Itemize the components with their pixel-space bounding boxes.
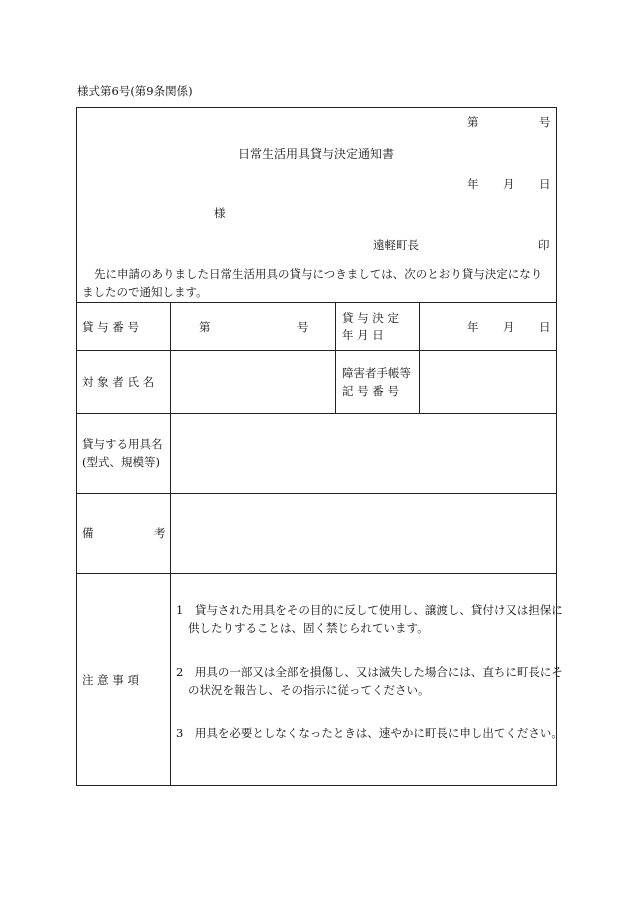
mid-column-rule-left [335, 302, 336, 413]
remarks-label-left: 備 [82, 526, 94, 540]
row-rule-3 [76, 493, 557, 494]
row-rule-1 [76, 350, 557, 351]
notes-label: 注 意 事 項 [82, 673, 139, 687]
mid-column-rule-right [419, 302, 420, 413]
loan-number-gou: 号 [297, 320, 309, 334]
decision-date-label-line2: 年 月 日 [342, 328, 384, 342]
handbook-label-line1: 障害者手帳等 [342, 366, 411, 380]
note-item-1: 1 貸与された用具をその目的に反して使用し、譲渡し、貸付け又は担保に供したりすることは、固く禁じられています。 [176, 603, 563, 635]
issuer-name: 遠軽町長 [373, 238, 419, 252]
row-rule-4 [76, 573, 557, 574]
seal-mark: 印 [538, 238, 550, 252]
table-top-rule [76, 302, 557, 303]
decision-date-label-line1: 貸 与 決 定 [342, 311, 399, 325]
decision-date-month: 月 [503, 320, 515, 334]
equipment-label-line2: (型式、規模等) [82, 455, 160, 469]
loan-number-label: 貸 与 番 号 [82, 320, 139, 334]
loan-number-dai: 第 [199, 320, 211, 334]
form-number-label: 様式第6号(第9条関係) [77, 84, 193, 98]
note-item-3: 3 用具を必要としなくなったときは、速やかに町長に申し出てください。 [176, 726, 563, 740]
label-column-rule [170, 302, 171, 786]
row-rule-2 [76, 413, 557, 414]
note-item-2: 2 用具の一部又は全部を損傷し、又は滅失した場合には、直ちに町長にその状況を報告し、その指示に従ってください。 [176, 665, 563, 697]
equipment-label-line1: 貸与する用具名 [82, 437, 163, 451]
handbook-label-line2: 記 号 番 号 [342, 384, 399, 398]
document-title: 日常生活用具貸与決定通知書 [238, 147, 395, 161]
date-year: 年 [467, 177, 479, 191]
recipient-honorific: 様 [214, 206, 226, 220]
document-number-dai: 第 [467, 115, 479, 129]
decision-date-year: 年 [467, 320, 479, 334]
document-number-gou: 号 [539, 115, 551, 129]
notice-text: 先に申請のありました日常生活用具の貸与につきましては、次のとおり貸与決定になりましたので通知します。 [82, 267, 543, 299]
remarks-label-right: 考 [154, 526, 166, 540]
date-month: 月 [503, 177, 515, 191]
subject-name-label: 対 象 者 氏 名 [82, 375, 155, 389]
decision-date-day: 日 [539, 320, 551, 334]
date-day: 日 [539, 177, 551, 191]
